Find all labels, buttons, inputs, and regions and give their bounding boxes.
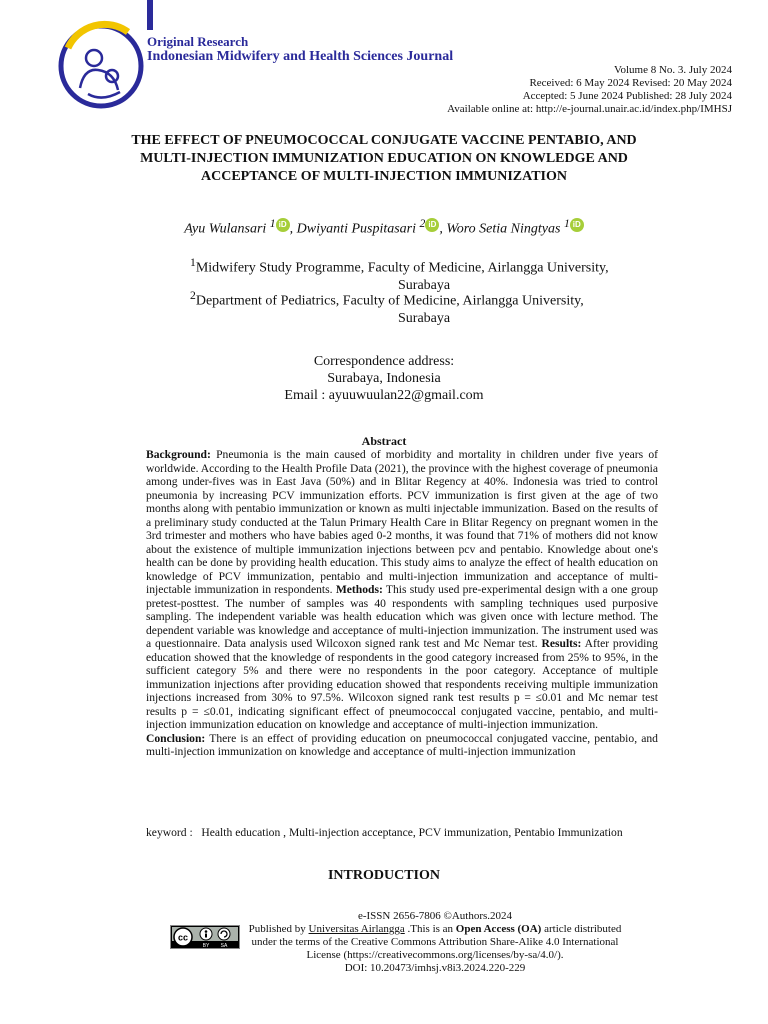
background-text: Pneumonia is the main caused of morbidity and mortality in children under five years of worldwide. According to the Health Profile Data (2021), the province with the highest coverage of pneumonia among under-fives was in East Java (50%) and in Blitar Regency at 40%. Indonesia was tried to control pneumonia by increasing PCV immunization efforts. PCV immunization is first given at the age of two months along with pentabio immunization or known as multi injectable immunization. Based on the results of a preliminary study conducted at the Talun Primary Health Care in Blitar Regency on pregnant women in the 3rd trimester and mothers who have babies aged 0-2 months, it was found that 71% of mothers did not know about the existence of multiple immunization injections between pcv and pentabio. Knowledge about one's health can be done by providing health education. This study aims to analyze the effect of health education on knowledge of PCV immunization, pentabio and multi-injection immunization and acceptance of multi-injectable immunization in respondents. — [146, 448, 658, 596]
results-text: After providing education showed that the knowledge of respondents in the good category increased from 25% to 95%, in the sufficient category 5% and there were no respondents in the poor category. Acceptance of multiple immunization injections after providing education showed that respondents receiving multiple immunization injections increased from 30% to 97.5%. Wilcoxon signed rank test results p = ≤0.01 and Mc nemar test results p = ≤0.01, indicating significant effect of pneumococcal conjugated vaccine, pentabio, and multi-injection immunization education on knowledge and acceptance of multi-injection immunization. — [146, 637, 658, 731]
correspondence-block — [0, 353, 768, 404]
article-type: Original Research — [147, 34, 249, 49]
results-label: Results: — [541, 637, 582, 650]
publication-meta — [447, 64, 732, 116]
abstract-heading: Abstract — [361, 434, 407, 448]
conclusion-text: There is an effect of providing education on pneumococcal conjugated vaccine, pentabio, and multi-injection immunization on knowledge and acceptance of multi-injection immunization — [146, 731, 658, 758]
open-access-label: Open Access (OA) — [455, 923, 542, 935]
published-by: Published by — [248, 923, 306, 935]
orcid-icon[interactable]: iD — [570, 218, 584, 232]
author-name: Ayu Wulansari — [184, 221, 267, 237]
abstract-body — [146, 448, 658, 759]
methods-text: This study used pre-experimental design with a one group pretest-posttest. The number of samples was 40 respondents with sampling techniques used purposive sampling. The independent variable was health education which was given once with lecture method. The dependent variable was knowledge and acceptance of multi-injection immunization. The instrument used was a questionnaire. Data analysis used Wilcoxon signed rank test and Mc Nemar test. — [146, 583, 658, 650]
author-name: Woro Setia Ningtyas — [446, 221, 561, 237]
correspondence-place: Surabaya, Indonesia — [327, 371, 441, 386]
methods-label: Methods: — [335, 583, 383, 596]
license-text-a: .This is an — [407, 923, 454, 935]
author-affil-sup: 1 — [269, 217, 276, 230]
conclusion-label: Conclusion: — [146, 731, 206, 745]
journal-logo — [58, 18, 144, 114]
author-affil-sup: 2 — [419, 217, 426, 230]
author-name: Dwiyanti Puspitasari — [296, 221, 417, 237]
license-footer — [240, 910, 630, 975]
background-label: Background: — [146, 448, 211, 461]
affiliation-city: Surabaya — [398, 277, 451, 293]
author-list: Ayu Wulansari $^1$ iD , Dwiyanti Puspitasari $^2$ iD , Woro Setia Ningtyas $^1$ iD — [0, 217, 768, 238]
affiliation-text: Midwifery Study Programme, Faculty of Medicine, Airlangga University, — [195, 260, 609, 276]
section-heading: INTRODUCTION — [327, 868, 440, 883]
license-text-b: article distributed under the terms of the Creative Commons Attribution Share-Alike 4.0 International License (https://creativecommons.org/licenses/by-sa/4.0/). — [251, 923, 622, 961]
cc-sa-label: SA — [220, 943, 228, 949]
svg-text:cc: cc — [177, 932, 189, 943]
orcid-icon[interactable]: iD — [425, 218, 439, 232]
license-text — [240, 923, 630, 962]
affiliation — [190, 287, 670, 327]
keywords-text: Health education , Multi-injection acceptance, PCV immunization, Pentabio Immunization — [201, 826, 623, 839]
affiliation-text: Department of Pediatrics, Faculty of Medicine, Airlangga University, — [195, 293, 584, 309]
orcid-icon[interactable]: iD — [276, 218, 290, 232]
journal-name: Indonesian Midwifery and Health Sciences Journal — [147, 49, 454, 64]
received-info: Received: 6 May 2024 Revised: 20 May 2024 — [529, 77, 732, 89]
affiliation-sup: 2 — [190, 289, 196, 302]
volume-info: Volume 8 No. 3. July 2024 — [613, 64, 732, 76]
available-online[interactable]: Available online at: http://e-journal.unair.ac.id/index.php/IMHSJ — [447, 103, 732, 115]
publisher-link[interactable]: Universitas Airlangga — [308, 923, 405, 935]
correspondence-heading: Correspondence address: — [313, 354, 455, 369]
affiliation-sup: 1 — [190, 256, 196, 269]
paper-title: THE EFFECT OF PNEUMOCOCCAL CONJUGATE VACCINE PENTABIO, AND MULTI-INJECTION IMMUNIZATION EDUCATION ON KNOWLEDGE AND ACCEPTANCE OF MULTI-INJECTION IMMUNIZATION — [131, 133, 637, 184]
cc-by-label: BY — [202, 943, 210, 949]
header-bar — [147, 0, 153, 30]
doi-line[interactable]: DOI: 10.20473/imhsj.v8i3.2024.220-229 — [344, 962, 526, 974]
correspondence-email[interactable]: Email : ayuuwuulan22@gmail.com — [284, 388, 484, 403]
keywords — [146, 826, 658, 840]
accepted-info: Accepted: 5 June 2024 Published: 28 July 2024 — [522, 90, 732, 102]
issn-line: e-ISSN 2656-7806 ©Authors.2024 — [357, 910, 513, 922]
author-affil-sup: 1 — [563, 217, 570, 230]
keywords-label: keyword : — [146, 826, 193, 839]
cc-by-sa-badge[interactable] — [170, 925, 240, 949]
affiliation-city: Surabaya — [398, 310, 451, 326]
